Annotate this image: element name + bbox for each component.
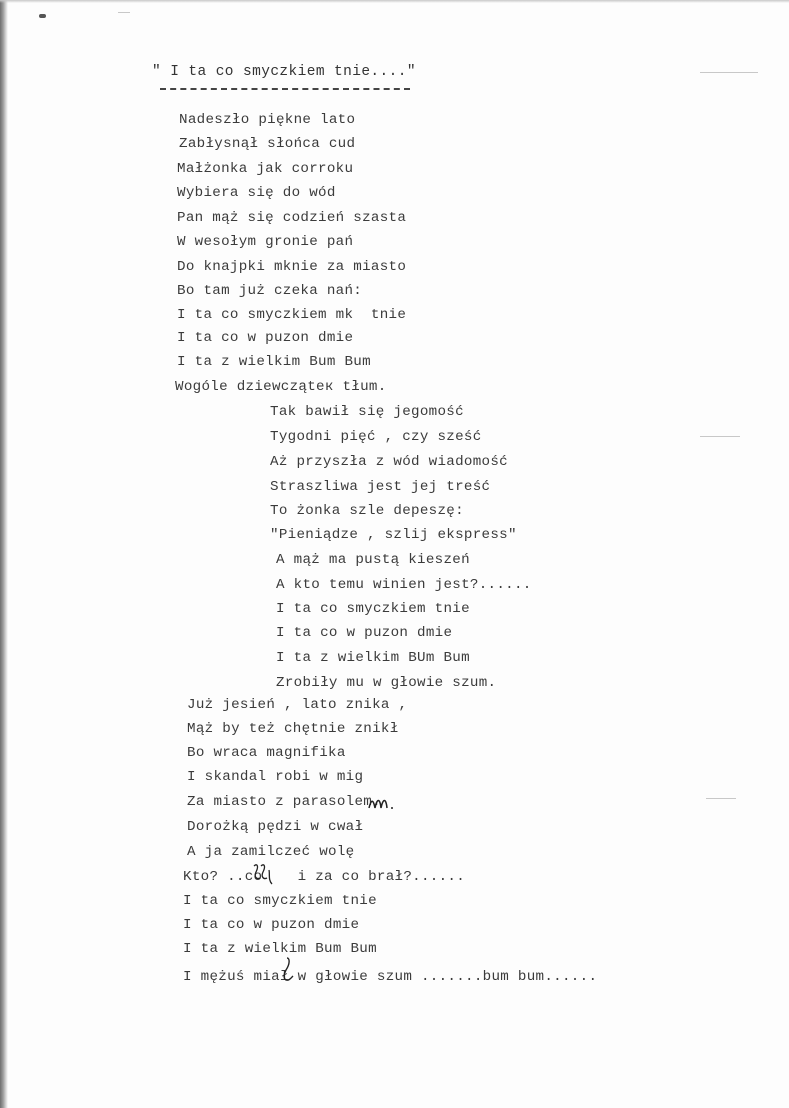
poem-line: Zabłysnął słońca cud xyxy=(179,136,356,152)
poem-title: " I ta co smyczkiem tnie...." xyxy=(152,64,416,80)
poem-line: Straszliwa jest jej treść xyxy=(270,479,491,495)
poem-line: Pan mąż się codzień szasta xyxy=(177,210,407,226)
poem-line: Wybiera się do wód xyxy=(177,185,336,201)
poem-line: Nadeszło piękne lato xyxy=(179,112,356,128)
poem-line: I ta z wielkim BUm Bum xyxy=(276,650,470,666)
poem-line: A mąż ma pustą kieszeń xyxy=(276,552,470,568)
poem-line: I ta co w puzon dmie xyxy=(276,625,453,641)
poem-line: Tygodni pięć , czy sześć xyxy=(270,429,482,445)
corner-ink-mark xyxy=(39,14,46,18)
poem-line: W wesołym gronie pań xyxy=(177,234,354,250)
poem-line: Bo wraca magnifika xyxy=(187,745,346,761)
scan-speck xyxy=(700,72,758,73)
poem-line: Tak bawił się jegomość xyxy=(270,404,464,420)
poem-line: "Pieniądze , szlij ekspress" xyxy=(270,527,517,543)
poem-line: Dorożką pędzi w cwał xyxy=(187,819,364,835)
poem-line: I ta z wielkim Bum Bum xyxy=(177,354,371,370)
poem-line: Małżonka jak corroku xyxy=(177,161,354,177)
poem-line: I skandal robi w mig xyxy=(187,769,364,785)
poem-line: Bo tam już czeka nań: xyxy=(177,283,363,299)
poem-line: I ta co w puzon dmie xyxy=(183,917,360,933)
scan-speck xyxy=(118,12,130,13)
scan-speck xyxy=(706,798,736,799)
poem-line: Kto? ..co i za co brał?...... xyxy=(183,869,466,885)
poem-line: Wogóle dziewcząteк tłum. xyxy=(175,379,387,395)
poem-line: Do knajpki mknie za miasto xyxy=(177,259,407,275)
poem-line: I mężuś miał w głowie szum .......bum bum...... xyxy=(183,969,598,985)
scan-speck xyxy=(700,436,740,437)
poem-line: Aż przyszła z wód wiadomość xyxy=(270,454,508,470)
poem-line: I ta co smyczkiem tnie xyxy=(183,893,377,909)
poem-line: Zrobiły mu w głowie szum. xyxy=(276,675,497,691)
poem-line: A ja zamilczeć wolę xyxy=(187,844,355,860)
scan-left-edge xyxy=(0,0,8,1108)
poem-line: Mąż by też chętnie znikł xyxy=(187,721,399,737)
poem-line: Już jesień , lato znika , xyxy=(187,697,408,713)
poem-line: Za miasto z parasolem. xyxy=(187,794,381,810)
scan-top-edge xyxy=(0,0,789,3)
poem-line: A kto temu winien jest?...... xyxy=(276,577,532,593)
handwritten-scribble-mark xyxy=(251,862,277,886)
poem-line: I ta co smyczkiem tnie xyxy=(276,601,470,617)
poem-line: I ta co w puzon dmie xyxy=(177,330,354,346)
handwritten-correction-mark xyxy=(367,792,407,812)
title-underline xyxy=(160,88,410,90)
poem-line: I ta z wielkim Bum Bum xyxy=(183,941,377,957)
poem-line: To żonka szle depeszę: xyxy=(270,503,464,519)
handwritten-letter-mark xyxy=(278,956,296,984)
poem-line: I ta co smyczkiem mk tnie xyxy=(177,307,407,323)
